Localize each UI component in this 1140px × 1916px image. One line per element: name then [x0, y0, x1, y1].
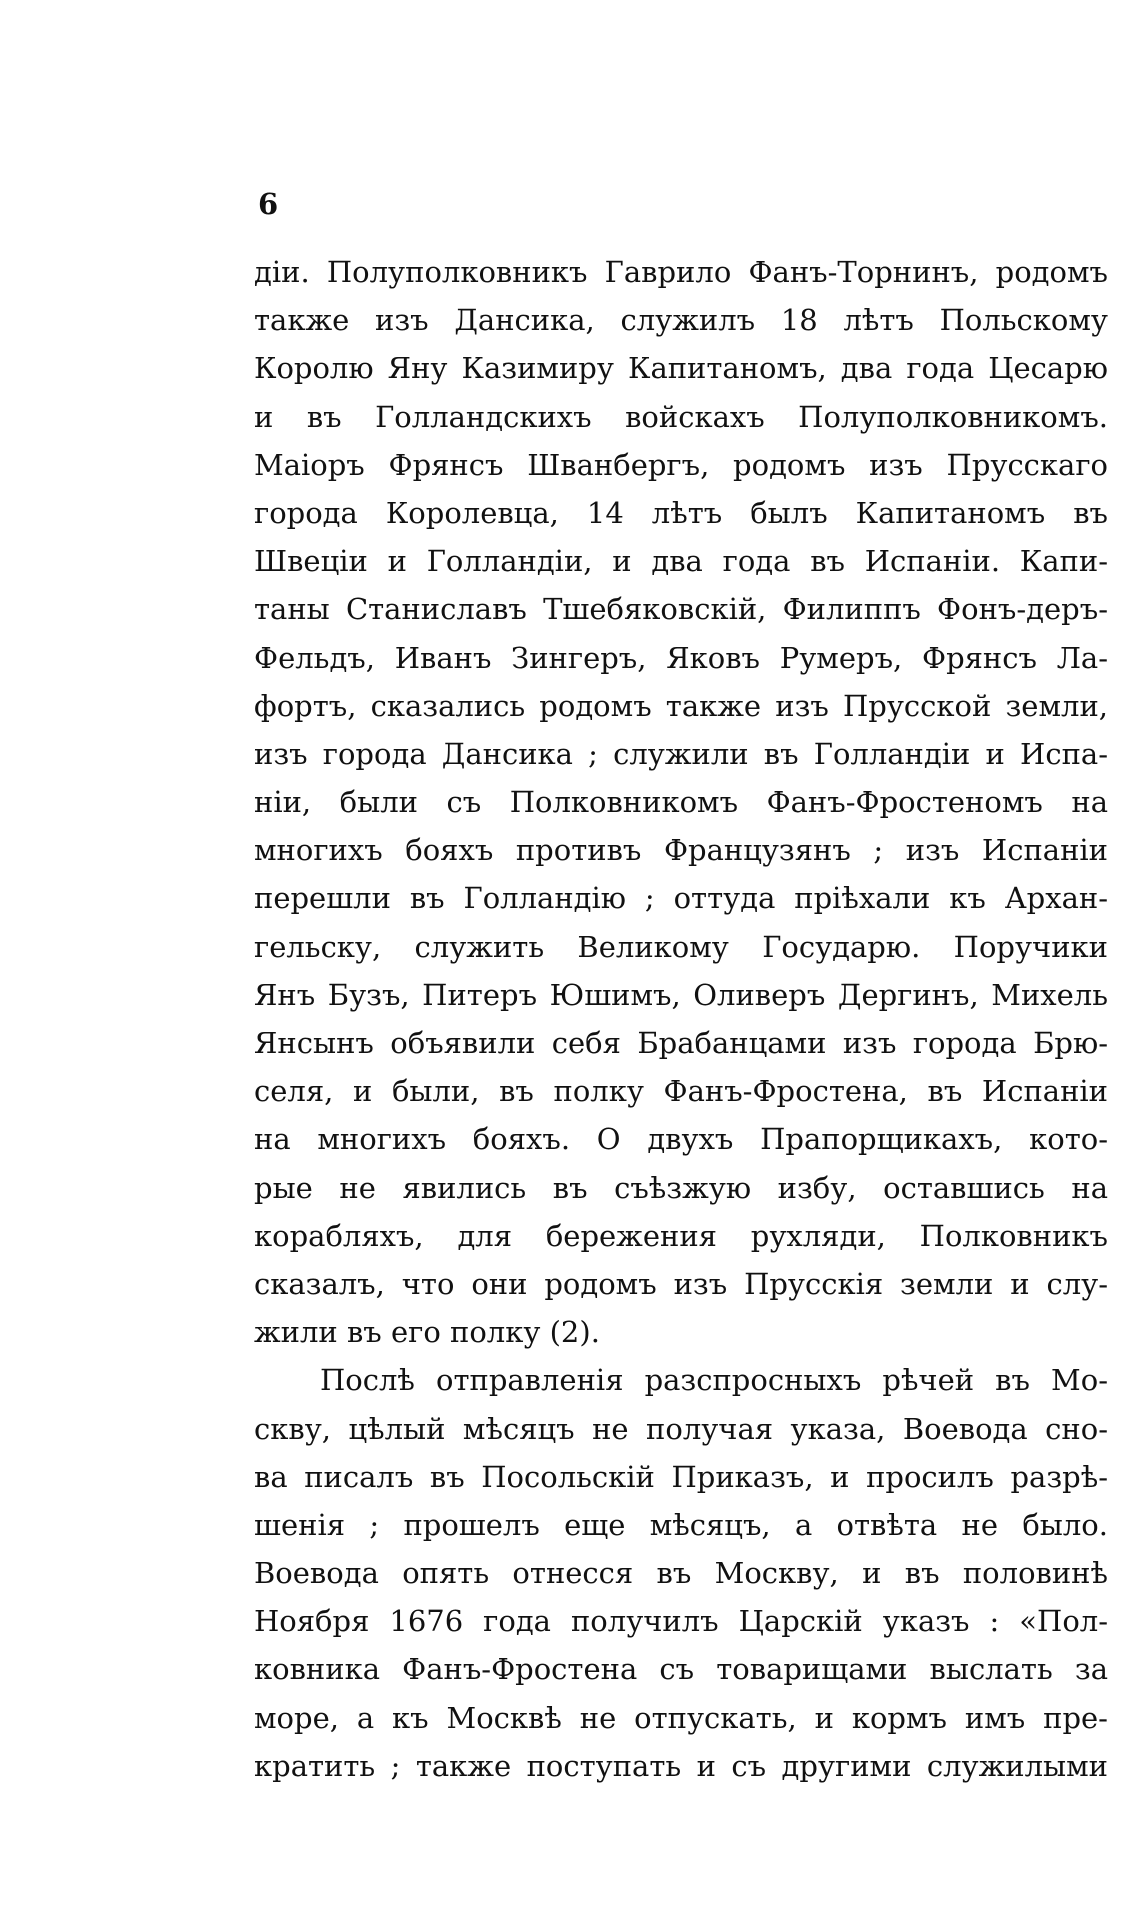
text-line: сказалъ, что они родомъ изъ Прусскiя земли и слу-	[254, 1266, 1108, 1301]
text-line: ковника Фанъ-Фростена съ товарищами выслать за	[254, 1652, 1108, 1687]
text-line: Ноября 1676 года получилъ Царскiй указъ : «Пол-	[254, 1604, 1108, 1639]
text-line: Янъ Бузъ, Питеръ Юшимъ, Оливеръ Дергинъ, Михель	[254, 977, 1108, 1012]
text-line: изъ города Дансика ; служили въ Голландiи и Испа-	[254, 736, 1108, 771]
text-line: на многихъ бояхъ. О двухъ Прапорщикахъ, кото-	[254, 1122, 1108, 1157]
text-line: гельску, служить Великому Государю. Поручики	[254, 929, 1108, 964]
page-number: 6	[258, 187, 279, 221]
text-line: скву, цѣлый мѣсяцъ не получая указа, Воевода сно-	[254, 1411, 1108, 1446]
text-line: рые не явились въ съѣзжую избу, оставшись на	[254, 1170, 1108, 1205]
text-line: ва писалъ въ Посольскiй Приказъ, и просилъ разрѣ-	[254, 1459, 1108, 1494]
text-line: Воевода опять отнесся въ Москву, и въ половинѣ	[254, 1556, 1108, 1591]
text-line: селя, и были, въ полку Фанъ-Фростена, въ Испанiи	[254, 1074, 1108, 1109]
text-line: города Королевца, 14 лѣтъ былъ Капитаномъ въ	[254, 495, 1108, 530]
text-line: Янсынъ объявили себя Брабанцами изъ города Брю-	[254, 1026, 1108, 1060]
paragraph-end-line: жили въ его полку (2).	[254, 1315, 600, 1350]
text-line: Маiоръ Фрянсъ Шванбергъ, родомъ изъ Прусскаго	[254, 447, 1108, 482]
text-line: и въ Голландскихъ войскахъ Полуполковникомъ.	[254, 399, 1108, 434]
text-line: кратить ; также поступать и съ другими служилыми	[254, 1748, 1108, 1783]
text-line: многихъ бояхъ противъ Французянъ ; изъ Испанiи	[254, 833, 1108, 868]
text-line: нiи, были съ Полковникомъ Фанъ-Фростеномъ на	[254, 785, 1108, 820]
text-line: дiи. Полуполковникъ Гаврило Фанъ-Торнинъ, родомъ	[254, 255, 1108, 289]
text-line: Королю Яну Казимиру Капитаномъ, два года Цесарю	[254, 351, 1108, 386]
text-line: море, а къ Москвѣ не отпускать, и кормъ имъ пре-	[254, 1700, 1108, 1735]
text-line: шенiя ; прошелъ еще мѣсяцъ, а отвѣта не было.	[254, 1507, 1108, 1542]
text-line: также изъ Дансика, служилъ 18 лѣтъ Польскому	[254, 303, 1108, 338]
body-text	[254, 248, 1108, 1790]
text-line: перешли въ Голландiю ; оттуда прiѣхали къ Архан-	[254, 881, 1108, 916]
text-line: фортъ, сказались родомъ также изъ Прусской земли,	[254, 688, 1108, 723]
text-line: корабляхъ, для бережения рухляди, Полковникъ	[254, 1218, 1108, 1253]
text-line: таны Станиславъ Тшебяковскiй, Филиппъ Фонъ-деръ-	[254, 592, 1108, 627]
paragraph-start-line: Послѣ отправленiя разспросныхъ рѣчей въ Мо-	[320, 1363, 1108, 1398]
text-line: Швецiи и Голландiи, и два года въ Испанiи. Капи-	[254, 544, 1108, 579]
text-line: Фельдъ, Иванъ Зингеръ, Яковъ Румеръ, Фрянсъ Ла-	[254, 640, 1108, 675]
